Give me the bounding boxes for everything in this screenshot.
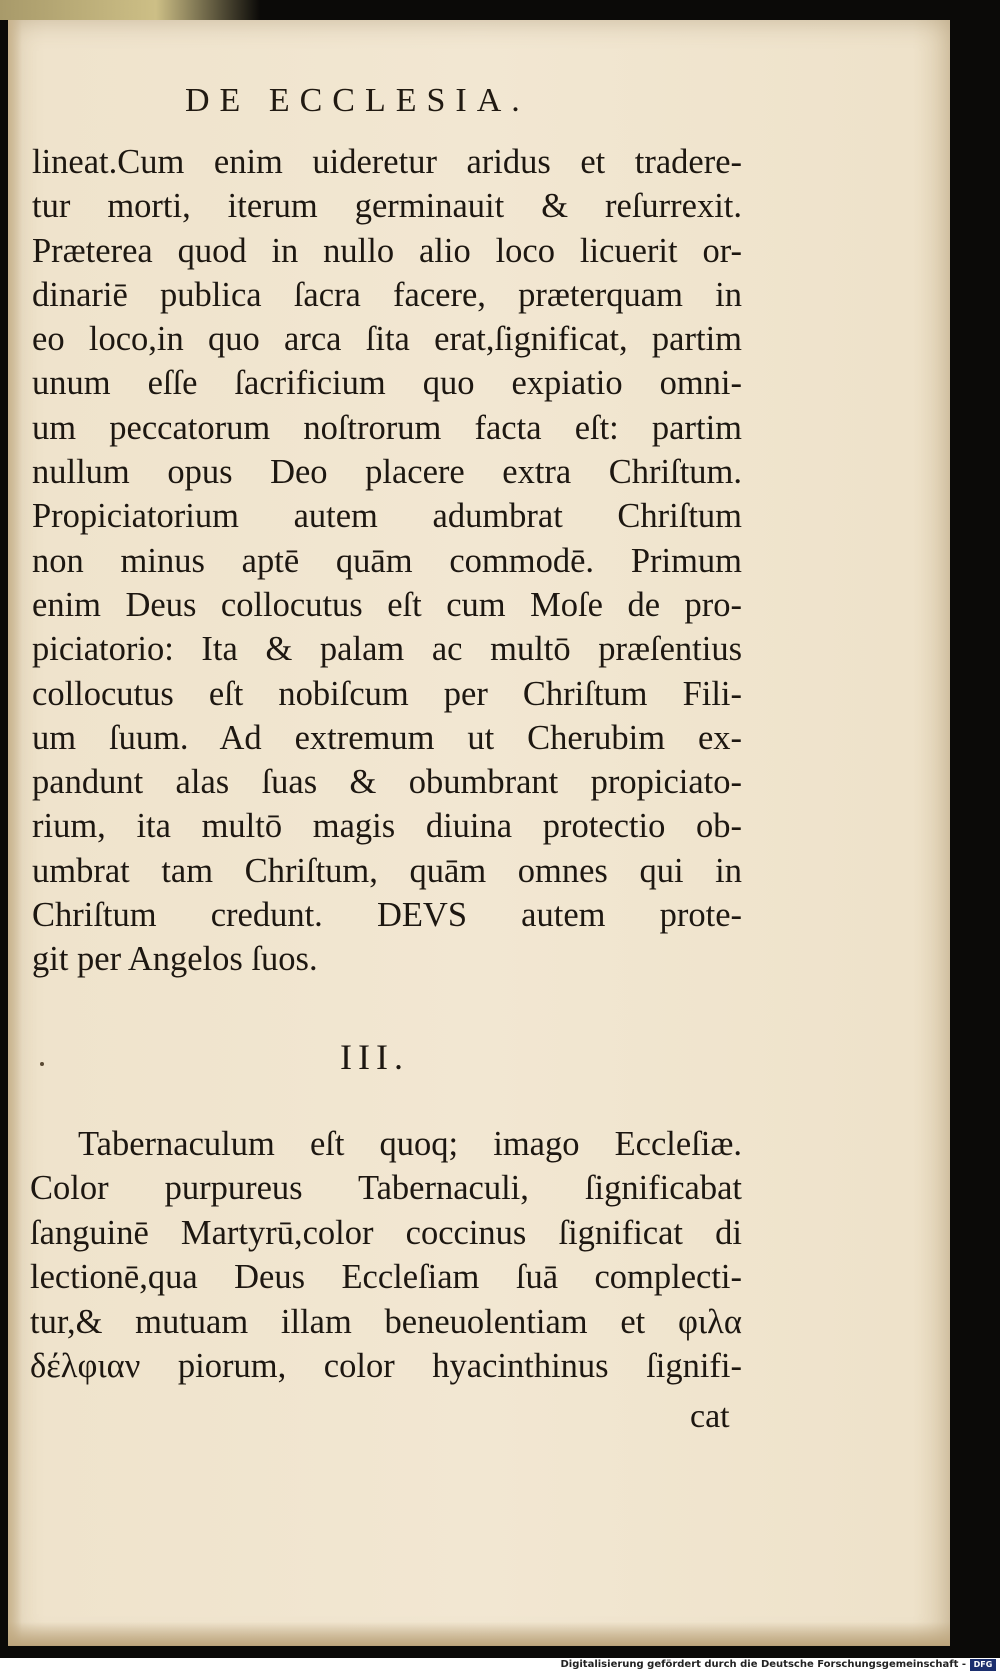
text-line: tur,& mutuam illam beneuolentiam et φιλα xyxy=(30,1302,742,1341)
catchword: cat xyxy=(690,1398,730,1435)
text-line: um ſuum. Ad extremum ut Cherubim ex- xyxy=(32,718,742,757)
text-line: dinariē publica ſacra facere, præterquam in xyxy=(32,275,742,314)
book-edge-strip xyxy=(0,0,260,20)
text-line: unum eſſe ſacrificium quo expiatio omni- xyxy=(32,364,742,403)
text-line: Chriſtum credunt. DEVS autem prote- xyxy=(32,896,742,935)
text-line: Propiciatorium autem adumbrat Chriſtum xyxy=(32,497,742,536)
page-bottom-shadow xyxy=(8,1622,950,1646)
text-line: Color purpureus Tabernaculi, ſignificabat xyxy=(30,1169,742,1208)
text-line: lineat.Cum enim uideretur aridus et tradere- xyxy=(32,143,742,181)
text-line: eo loco,in quo arca ſita erat,ſignificat, partim xyxy=(32,320,742,359)
text-line: collocutus eſt nobiſcum per Chriſtum Fili- xyxy=(32,674,742,713)
text-line: rium, ita multō magis diuina protectio ob- xyxy=(32,807,742,846)
dfg-logo: DFG xyxy=(970,1659,996,1671)
text-line: tur morti, iterum germinauit & reſurrexit. xyxy=(32,187,742,226)
text-line: lectionē,qua Deus Eccleſiam ſuā complecti- xyxy=(30,1258,742,1297)
paragraph-2 xyxy=(30,1122,742,1388)
ink-dot xyxy=(40,1062,44,1066)
funding-credit: Digitalisierung gefördert durch die Deutsche Forschungsgemeinschaft - xyxy=(560,1659,966,1670)
text-line: Præterea quod in nullo alio loco licuerit or- xyxy=(32,231,742,270)
text-line: piciatorio: Ita & palam ac multō præſentius xyxy=(32,630,742,669)
text-line: ſanguinē Martyrū,color coccinus ſignificat di xyxy=(30,1213,742,1252)
text-line: Tabernaculum eſt quoq; imago Eccleſiæ. xyxy=(78,1125,742,1163)
page-gutter-shadow xyxy=(8,20,22,1645)
text-line: git per Angelos ſuos. xyxy=(32,940,318,979)
text-line: non minus aptē quām commodē. Primum xyxy=(32,541,742,580)
text-line: pandunt alas ſuas & obumbrant propiciato- xyxy=(32,763,742,802)
digitization-footer xyxy=(0,1658,1000,1674)
running-head: DE ECCLESIA. xyxy=(185,82,530,119)
text-line: nullum opus Deo placere extra Chriſtum. xyxy=(32,453,742,492)
text-line: um peccatorum noſtrorum facta eſt: partim xyxy=(32,408,742,447)
text-line: δέλφιαν piorum, color hyacinthinus ſignifi- xyxy=(30,1347,742,1386)
paragraph-1 xyxy=(32,140,742,982)
text-line: enim Deus collocutus eſt cum Moſe de pro- xyxy=(32,585,742,624)
text-line: umbrat tam Chriſtum, quām omnes qui in xyxy=(32,851,742,890)
section-number: III. xyxy=(340,1037,409,1077)
